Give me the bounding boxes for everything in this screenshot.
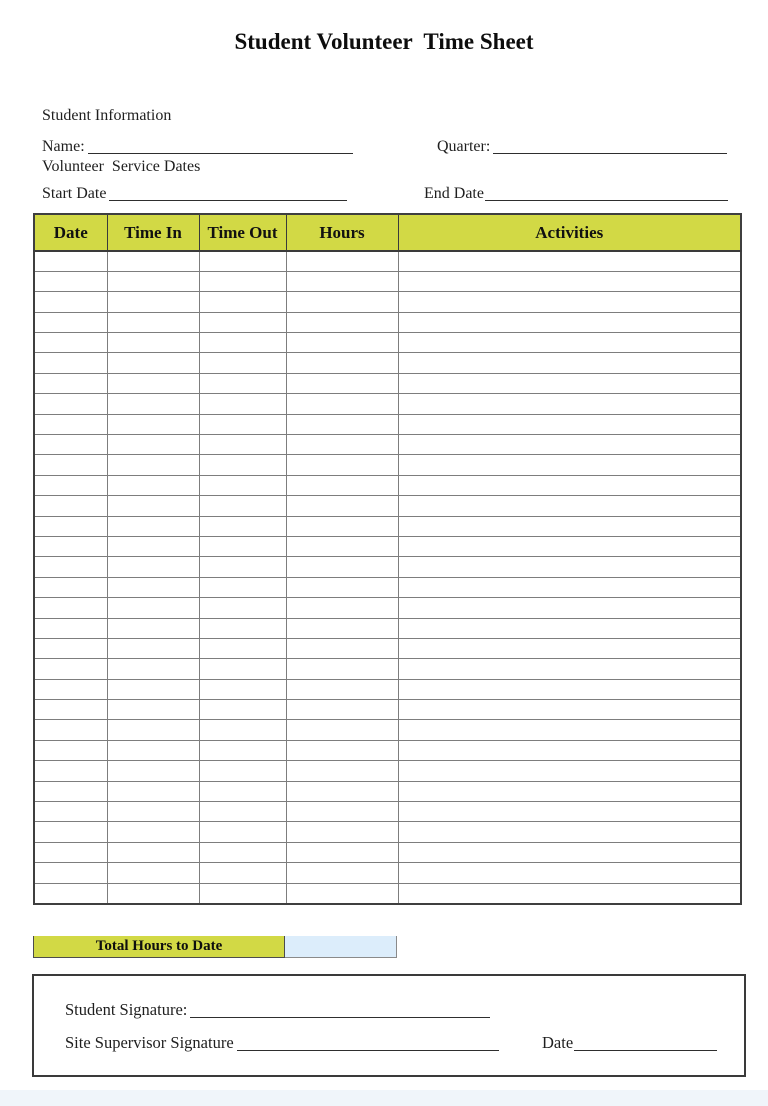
empty-cell[interactable] (398, 271, 741, 291)
empty-cell[interactable] (199, 577, 286, 597)
empty-cell[interactable] (199, 435, 286, 455)
empty-cell[interactable] (286, 475, 398, 495)
empty-cell[interactable] (286, 659, 398, 679)
empty-cell[interactable] (199, 781, 286, 801)
empty-cell[interactable] (34, 414, 107, 434)
table-row (34, 740, 741, 760)
empty-cell[interactable] (34, 883, 107, 903)
empty-cell[interactable] (34, 475, 107, 495)
empty-cell[interactable] (199, 679, 286, 699)
empty-cell[interactable] (286, 536, 398, 556)
empty-cell[interactable] (286, 802, 398, 822)
table-row (34, 618, 741, 638)
empty-cell[interactable] (398, 394, 741, 414)
supervisor-signature-field (65, 1031, 499, 1053)
page-title: Student Volunteer Time Sheet (234, 29, 534, 54)
table-row (34, 333, 741, 353)
empty-cell[interactable] (286, 618, 398, 638)
empty-cell[interactable] (286, 720, 398, 740)
empty-cell[interactable] (398, 536, 741, 556)
empty-cell[interactable] (199, 516, 286, 536)
table-row (34, 577, 741, 597)
student-signature-line[interactable] (190, 1001, 490, 1018)
empty-cell[interactable] (107, 353, 199, 373)
empty-cell[interactable] (286, 700, 398, 720)
empty-cell[interactable] (199, 638, 286, 658)
empty-cell[interactable] (107, 333, 199, 353)
table-row (34, 822, 741, 842)
empty-cell[interactable] (107, 414, 199, 434)
empty-cell[interactable] (398, 435, 741, 455)
empty-cell[interactable] (199, 842, 286, 862)
table-row (34, 251, 741, 271)
quarter-label: Quarter: (437, 138, 491, 155)
empty-cell[interactable] (199, 475, 286, 495)
empty-cell[interactable] (107, 638, 199, 658)
empty-cell[interactable] (286, 353, 398, 373)
empty-cell[interactable] (398, 638, 741, 658)
empty-cell[interactable] (199, 536, 286, 556)
name-input-line[interactable] (88, 137, 353, 154)
empty-cell[interactable] (286, 598, 398, 618)
empty-cell[interactable] (398, 312, 741, 332)
table-row (34, 516, 741, 536)
empty-cell[interactable] (398, 863, 741, 883)
empty-cell[interactable] (199, 740, 286, 760)
empty-cell[interactable] (34, 373, 107, 393)
empty-cell[interactable] (199, 373, 286, 393)
empty-cell[interactable] (34, 292, 107, 312)
empty-cell[interactable] (398, 842, 741, 862)
empty-cell[interactable] (286, 822, 398, 842)
empty-cell[interactable] (107, 312, 199, 332)
empty-cell[interactable] (286, 271, 398, 291)
column-header-date: Date (34, 214, 107, 251)
empty-cell[interactable] (107, 455, 199, 475)
empty-cell[interactable] (34, 251, 107, 271)
empty-cell[interactable] (199, 353, 286, 373)
empty-cell[interactable] (107, 251, 199, 271)
empty-cell[interactable] (34, 577, 107, 597)
empty-cell[interactable] (398, 720, 741, 740)
empty-cell[interactable] (398, 577, 741, 597)
empty-cell[interactable] (398, 414, 741, 434)
empty-cell[interactable] (34, 394, 107, 414)
empty-cell[interactable] (107, 557, 199, 577)
table-row (34, 761, 741, 781)
name-field (42, 134, 353, 156)
empty-cell[interactable] (199, 700, 286, 720)
empty-cell[interactable] (286, 638, 398, 658)
empty-cell[interactable] (286, 455, 398, 475)
empty-cell[interactable] (34, 598, 107, 618)
empty-cell[interactable] (286, 883, 398, 903)
empty-cell[interactable] (398, 761, 741, 781)
table-row (34, 455, 741, 475)
empty-cell[interactable] (34, 516, 107, 536)
empty-cell[interactable] (286, 781, 398, 801)
student-signature-label: Student Signature: (65, 1000, 188, 1019)
table-row (34, 638, 741, 658)
empty-cell[interactable] (286, 292, 398, 312)
empty-cell[interactable] (107, 516, 199, 536)
empty-cell[interactable] (34, 455, 107, 475)
table-row (34, 536, 741, 556)
end-date-input-line[interactable] (485, 184, 728, 201)
page-bottom-strip (0, 1090, 768, 1106)
empty-cell[interactable] (107, 475, 199, 495)
empty-cell[interactable] (34, 638, 107, 658)
table-row (34, 659, 741, 679)
empty-cell[interactable] (398, 496, 741, 516)
empty-cell[interactable] (107, 802, 199, 822)
end-date-field (424, 181, 728, 203)
empty-cell[interactable] (107, 781, 199, 801)
empty-cell[interactable] (34, 863, 107, 883)
empty-cell[interactable] (199, 863, 286, 883)
table-row (34, 271, 741, 291)
table-row (34, 475, 741, 495)
empty-cell[interactable] (107, 292, 199, 312)
empty-cell[interactable] (199, 802, 286, 822)
table-row (34, 863, 741, 883)
supervisor-signature-line[interactable] (237, 1034, 499, 1051)
empty-cell[interactable] (107, 659, 199, 679)
timesheet-body (34, 251, 741, 904)
empty-cell[interactable] (199, 822, 286, 842)
empty-cell[interactable] (107, 720, 199, 740)
table-row (34, 781, 741, 801)
empty-cell[interactable] (107, 598, 199, 618)
empty-cell[interactable] (286, 577, 398, 597)
signature-box (32, 974, 746, 1077)
empty-cell[interactable] (107, 700, 199, 720)
empty-cell[interactable] (199, 598, 286, 618)
timesheet-header-row (34, 214, 741, 251)
empty-cell[interactable] (398, 659, 741, 679)
empty-cell[interactable] (286, 435, 398, 455)
empty-cell[interactable] (107, 496, 199, 516)
quarter-input-line[interactable] (493, 137, 727, 154)
empty-cell[interactable] (398, 700, 741, 720)
empty-cell[interactable] (199, 761, 286, 781)
empty-cell[interactable] (398, 781, 741, 801)
empty-cell[interactable] (199, 292, 286, 312)
empty-cell[interactable] (107, 618, 199, 638)
empty-cell[interactable] (34, 271, 107, 291)
empty-cell[interactable] (199, 333, 286, 353)
empty-cell[interactable] (398, 475, 741, 495)
table-row (34, 598, 741, 618)
empty-cell[interactable] (398, 333, 741, 353)
empty-cell[interactable] (34, 842, 107, 862)
table-row (34, 802, 741, 822)
empty-cell[interactable] (107, 863, 199, 883)
empty-cell[interactable] (199, 720, 286, 740)
empty-cell[interactable] (34, 700, 107, 720)
empty-cell[interactable] (286, 863, 398, 883)
empty-cell[interactable] (107, 536, 199, 556)
empty-cell[interactable] (398, 251, 741, 271)
name-label: Name: (42, 138, 85, 155)
empty-cell[interactable] (398, 618, 741, 638)
student-information-heading: Student Information (42, 107, 172, 124)
empty-cell[interactable] (286, 679, 398, 699)
empty-cell[interactable] (107, 761, 199, 781)
empty-cell[interactable] (286, 557, 398, 577)
table-row (34, 679, 741, 699)
empty-cell[interactable] (34, 536, 107, 556)
empty-cell[interactable] (199, 455, 286, 475)
empty-cell[interactable] (286, 740, 398, 760)
table-row (34, 842, 741, 862)
empty-cell[interactable] (34, 496, 107, 516)
table-row (34, 700, 741, 720)
empty-cell[interactable] (34, 312, 107, 332)
empty-cell[interactable] (107, 435, 199, 455)
empty-cell[interactable] (398, 740, 741, 760)
empty-cell[interactable] (286, 373, 398, 393)
empty-cell[interactable] (398, 557, 741, 577)
table-row (34, 292, 741, 312)
table-row (34, 557, 741, 577)
column-header-time-in: Time In (107, 214, 199, 251)
empty-cell[interactable] (199, 557, 286, 577)
table-row (34, 720, 741, 740)
empty-cell[interactable] (199, 394, 286, 414)
empty-cell[interactable] (398, 598, 741, 618)
empty-cell[interactable] (34, 659, 107, 679)
empty-cell[interactable] (107, 271, 199, 291)
service-dates-heading: Volunteer Service Dates (42, 158, 201, 175)
empty-cell[interactable] (286, 251, 398, 271)
table-row (34, 394, 741, 414)
table-row (34, 353, 741, 373)
timesheet-table (33, 213, 742, 905)
student-signature-field (65, 998, 490, 1020)
empty-cell[interactable] (398, 455, 741, 475)
empty-cell[interactable] (199, 618, 286, 638)
end-date-label: End Date (424, 185, 484, 202)
empty-cell[interactable] (34, 333, 107, 353)
signature-date-field (542, 1031, 717, 1053)
column-header-activities: Activities (398, 214, 741, 251)
empty-cell[interactable] (34, 740, 107, 760)
start-date-input-line[interactable] (109, 184, 347, 201)
empty-cell[interactable] (107, 883, 199, 903)
empty-cell[interactable] (34, 720, 107, 740)
empty-cell[interactable] (398, 292, 741, 312)
empty-cell[interactable] (34, 618, 107, 638)
table-row (34, 435, 741, 455)
empty-cell[interactable] (398, 679, 741, 699)
empty-cell[interactable] (286, 496, 398, 516)
supervisor-signature-label: Site Supervisor Signature (65, 1033, 234, 1052)
signature-date-label: Date (542, 1033, 574, 1052)
total-hours-value-cell[interactable] (285, 936, 397, 958)
empty-cell[interactable] (34, 557, 107, 577)
empty-cell[interactable] (199, 659, 286, 679)
empty-cell[interactable] (199, 251, 286, 271)
empty-cell[interactable] (286, 312, 398, 332)
empty-cell[interactable] (286, 333, 398, 353)
empty-cell[interactable] (398, 802, 741, 822)
empty-cell[interactable] (199, 496, 286, 516)
empty-cell[interactable] (34, 802, 107, 822)
quarter-field (437, 134, 727, 156)
signature-date-line[interactable] (574, 1034, 717, 1051)
empty-cell[interactable] (34, 353, 107, 373)
empty-cell[interactable] (398, 353, 741, 373)
start-date-label: Start Date (42, 185, 107, 202)
table-row (34, 883, 741, 903)
table-row (34, 373, 741, 393)
table-row (34, 496, 741, 516)
empty-cell[interactable] (34, 679, 107, 699)
empty-cell[interactable] (398, 822, 741, 842)
empty-cell[interactable] (286, 394, 398, 414)
empty-cell[interactable] (107, 394, 199, 414)
start-date-field (42, 181, 347, 203)
total-hours-label-cell: Total Hours to Date (33, 936, 285, 958)
empty-cell[interactable] (107, 822, 199, 842)
empty-cell[interactable] (398, 516, 741, 536)
column-header-hours: Hours (286, 214, 398, 251)
empty-cell[interactable] (398, 373, 741, 393)
empty-cell[interactable] (34, 435, 107, 455)
empty-cell[interactable] (286, 761, 398, 781)
empty-cell[interactable] (199, 271, 286, 291)
empty-cell[interactable] (107, 373, 199, 393)
empty-cell[interactable] (199, 883, 286, 903)
empty-cell[interactable] (199, 414, 286, 434)
total-row (33, 936, 397, 958)
column-header-time-out: Time Out (199, 214, 286, 251)
empty-cell[interactable] (286, 516, 398, 536)
empty-cell[interactable] (398, 883, 741, 903)
empty-cell[interactable] (107, 577, 199, 597)
empty-cell[interactable] (199, 312, 286, 332)
empty-cell[interactable] (107, 842, 199, 862)
table-row (34, 414, 741, 434)
empty-cell[interactable] (107, 679, 199, 699)
table-row (34, 312, 741, 332)
empty-cell[interactable] (286, 842, 398, 862)
empty-cell[interactable] (34, 822, 107, 842)
empty-cell[interactable] (34, 781, 107, 801)
empty-cell[interactable] (286, 414, 398, 434)
empty-cell[interactable] (34, 761, 107, 781)
empty-cell[interactable] (107, 740, 199, 760)
